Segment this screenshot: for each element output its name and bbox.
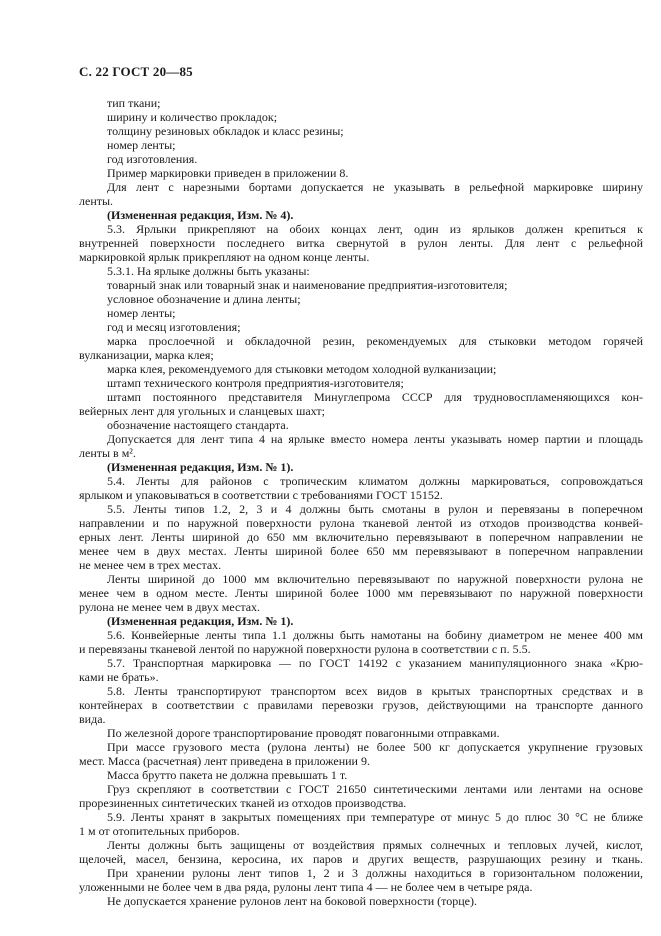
- text-line: 5.3.1. На ярлыке должны быть указаны:: [107, 264, 310, 278]
- text-line: Ленты должны быть защищены от воздействия прямых солнечных и тепловых лучей, кислот,: [107, 838, 643, 852]
- text-line: Масса брутто пакета не должна превышать 1 т.: [107, 768, 348, 782]
- amendment-note-line: (Измененная редакция, Изм. № 4).: [107, 208, 294, 222]
- text-line: номер ленты;: [107, 306, 176, 320]
- text-line: ярлыком и упаковываться в соответствии с требованиями ГОСТ 15152.: [79, 488, 443, 502]
- text-line: марка клея, рекомендуемого для стыковки методом холодной вулканизации;: [107, 362, 497, 376]
- text-line: менее чем в двух местах. Ленты шириной более 650 мм перевязывают в поперечном направлении: [79, 544, 643, 558]
- text-line: Для лент с нарезными бортами допускается не указывать в рельефной маркировке ширину: [107, 180, 643, 194]
- text-line: внутренней поверхности последнего витка свернутой в рулон ленты. Для лент с рельефной: [79, 236, 643, 250]
- text-line: ерных лент. Ленты шириной до 650 мм включительно перевязывают в поперечном направлении не: [79, 530, 643, 544]
- text-line: Не допускается хранение рулонов лент на боковой поверхности (торце).: [107, 894, 477, 908]
- text-line: год и месяц изготовления;: [107, 320, 241, 334]
- text-line: 5.7. Транспортная маркировка — по ГОСТ 14192 с указанием манипуляционного знака «Крю-: [107, 656, 643, 670]
- text-line: прорезиненных синтетических тканей из отходов производства.: [79, 796, 407, 810]
- text-line: Груз скрепляют в соответствии с ГОСТ 21650 синтетическими лентами или лентами на основе: [107, 782, 643, 796]
- text-line: 5.9. Ленты хранят в закрытых помещениях при температуре от минус 5 до плюс 30 °С не ближе: [107, 810, 643, 824]
- text-line: маркировкой ярлык прикрепляют на одном конце ленты.: [79, 250, 370, 264]
- text-line: По железной дороге транспортирование проводят повагонными отправками.: [107, 726, 500, 740]
- text-line: вида.: [79, 712, 106, 726]
- text-line: направлении и по наружной поверхности рулона тканевой лентой из отходов производства конвей-: [79, 516, 643, 530]
- text-line: 5.8. Ленты транспортируют транспортом всех видов в крытых транспортных средствах и в: [107, 684, 643, 698]
- text-line: менее чем в одном месте. Ленты шириной более 1000 мм перевязывают по наружной поверхности: [79, 586, 643, 600]
- page-header: С. 22 ГОСТ 20—85: [79, 64, 193, 79]
- text-line: не менее чем в трех местах.: [79, 558, 222, 572]
- text-line: При массе грузового места (рулона ленты) не более 500 кг допускается укрупнение грузовых: [107, 740, 643, 754]
- text-line: ленты.: [79, 194, 114, 208]
- text-line: марка прослоечной и обкладочной резин, рекомендуемых для стыковки методом горячей: [107, 334, 643, 348]
- text-line: уложенными не более чем в два ряда, рулоны лент типа 4 — не более чем в четыре ряда.: [79, 880, 533, 894]
- text-line: штамп технического контроля предприятия-изготовителя;: [107, 376, 404, 390]
- text-line: 1 м от отопительных приборов.: [79, 824, 240, 838]
- text-line: Допускается для лент типа 4 на ярлыке вместо номера ленты указывать номер партии и площадь: [107, 432, 643, 446]
- text-line: При хранении рулоны лент типов 1, 2 и 3 должны находиться в горизонтальном положении,: [107, 866, 643, 880]
- text-line: Пример маркировки приведен в приложении 8.: [107, 166, 349, 180]
- text-line: обозначение настоящего стандарта.: [107, 418, 289, 432]
- text-line: контейнерах в соответствии с правилами перевозки грузов, действующими на транспорте данного: [79, 698, 643, 712]
- text-line: рулона не менее чем в двух местах.: [79, 600, 261, 614]
- text-line: вейерных лент для угольных и сланцевых шахт;: [79, 404, 325, 418]
- text-line: год изготовления.: [107, 152, 198, 166]
- text-line: тип ткани;: [107, 96, 161, 110]
- text-line: Ленты шириной до 1000 мм включительно перевязывают по наружной поверхности рулона не: [107, 572, 643, 586]
- text-line: товарный знак или товарный знак и наименование предприятия-изготовителя;: [107, 278, 508, 292]
- text-line: 5.4. Ленты для районов с тропическим климатом должны маркироваться, сопровождаться: [107, 474, 643, 488]
- text-line: 5.3. Ярлыки прикрепляют на обоих концах лент, один из ярлыков должен крепиться к: [107, 222, 643, 236]
- text-line: 5.5. Ленты типов 1.2, 2, 3 и 4 должны быть смотаны в рулон и перевязаны в поперечном: [107, 502, 643, 516]
- amendment-note-line: (Измененная редакция, Изм. № 1).: [107, 460, 294, 474]
- text-line: 5.6. Конвейерные ленты типа 1.1 должны быть намотаны на бобину диаметром не менее 400 мм: [107, 628, 643, 642]
- text-line: условное обозначение и длина ленты;: [107, 292, 301, 306]
- text-line: штамп постоянного представителя Минуглепрома СССР для трудновоспламеняющихся кон-: [107, 390, 643, 404]
- document-body: [79, 96, 643, 908]
- text-line: щелочей, масел, бензина, керосина, их паров и других веществ, разрушающих резину и ткань.: [79, 852, 643, 866]
- amendment-note-line: (Измененная редакция, Изм. № 1).: [107, 614, 294, 628]
- text-line: мест. Масса (расчетная) лент приведена в приложении 9.: [79, 754, 370, 768]
- text-line: номер ленты;: [107, 138, 176, 152]
- text-line: ширину и количество прокладок;: [107, 110, 278, 124]
- text-line: вулканизации, марка клея;: [79, 348, 214, 362]
- text-line: и перевязаны тканевой лентой по наружной поверхности рулона в соответствии с п. 5.5.: [79, 642, 531, 656]
- text-line: толщину резиновых обкладок и класс резины;: [107, 124, 344, 138]
- text-line: ленты в м².: [79, 446, 136, 460]
- text-line: ками не брать».: [79, 670, 159, 684]
